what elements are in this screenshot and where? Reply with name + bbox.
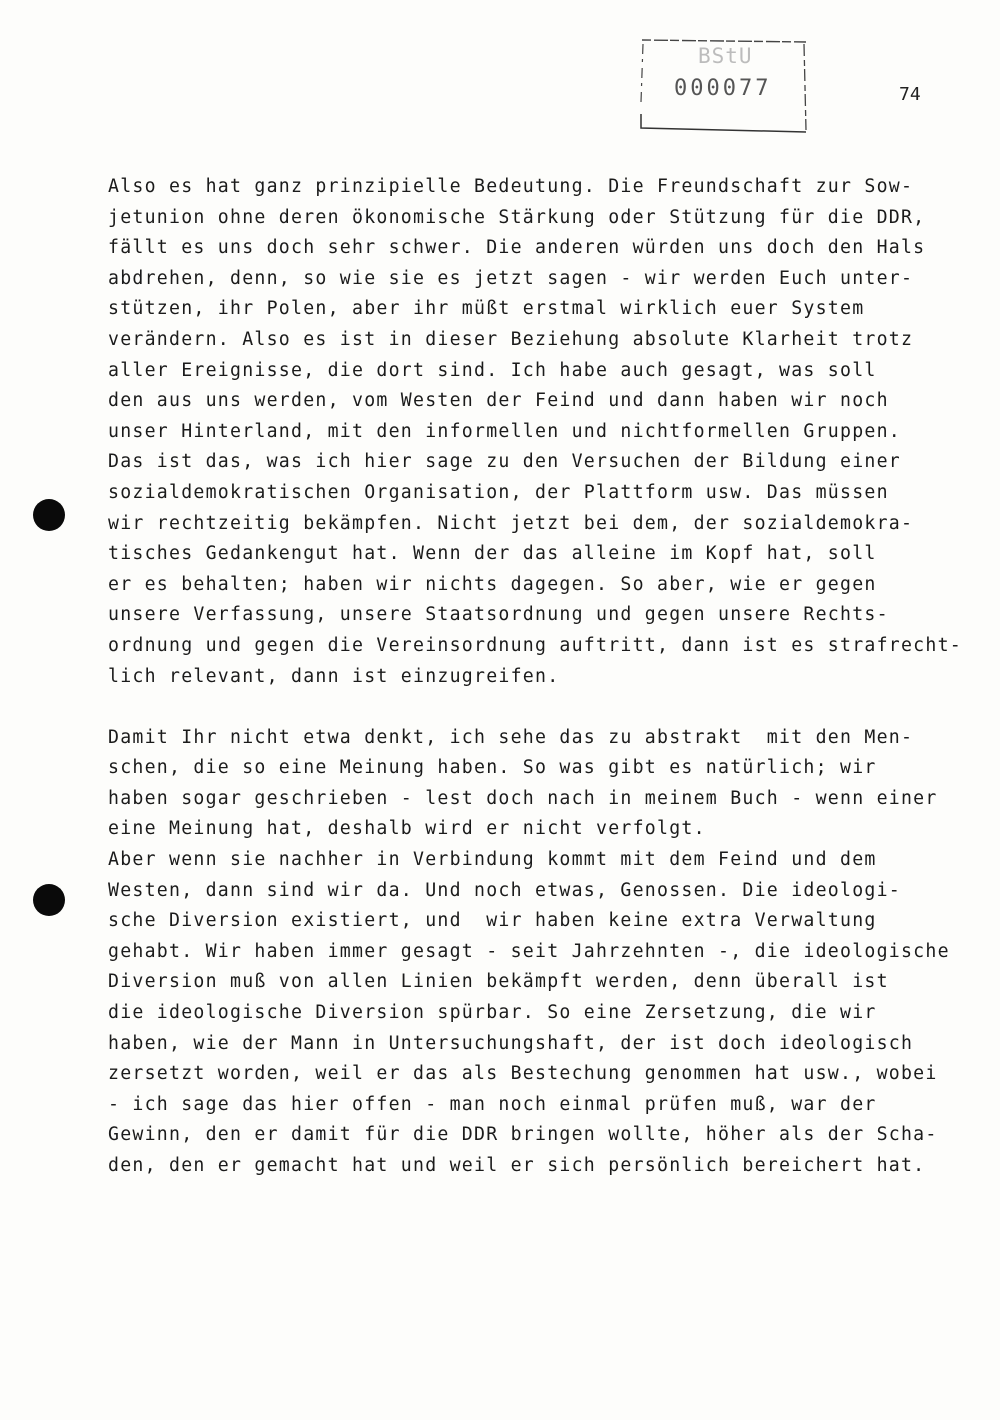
text-line: verändern. Also es ist in dieser Beziehung absolute Klarheit trotz — [108, 328, 914, 350]
text-line: sozialdemokratischen Organisation, der Plattform usw. Das müssen — [108, 481, 889, 503]
text-line: ordnung und gegen die Vereinsordnung auftritt, dann ist es strafrecht- — [108, 634, 962, 656]
paragraph-spacer — [108, 692, 978, 723]
text-line: jetunion ohne deren ökonomische Stärkung oder Stützung für die DDR, — [108, 206, 926, 228]
text-line: den aus uns werden, vom Westen der Feind und dann haben wir noch — [108, 390, 889, 412]
stamp-agency: BStU — [698, 44, 753, 68]
text-line: Gewinn, den er damit für die DDR bringen wollte, höher als der Scha- — [108, 1124, 938, 1146]
paragraph-2 — [108, 723, 978, 1182]
text-line: - ich sage das hier offen - man noch einmal prüfen muß, war der — [108, 1093, 877, 1115]
text-line: Diversion muß von allen Linien bekämpft werden, denn überall ist — [108, 971, 889, 993]
text-line: abdrehen, denn, so wie sie es jetzt sagen - wir werden Euch unter- — [108, 267, 914, 289]
text-line: unsere Verfassung, unsere Staatsordnung und gegen unsere Rechts- — [108, 604, 889, 626]
text-line: Westen, dann sind wir da. Und noch etwas, Genossen. Die ideologi- — [108, 879, 901, 901]
paragraph-1 — [108, 172, 978, 692]
document-body — [108, 172, 978, 1182]
text-line: haben sogar geschrieben - lest doch nach in meinem Buch - wenn einer — [108, 787, 938, 809]
punch-hole — [33, 499, 65, 531]
text-line: er es behalten; haben wir nichts dagegen. So aber, wie er gegen — [108, 573, 877, 595]
text-line: die ideologische Diversion spürbar. So eine Zersetzung, die wir — [108, 1002, 877, 1024]
text-line: fällt es uns doch sehr schwer. Die anderen würden uns doch den Hals — [108, 237, 926, 259]
text-line: sche Diversion existiert, und wir haben keine extra Verwaltung — [108, 910, 877, 932]
archive-stamp — [640, 34, 808, 134]
text-line: eine Meinung hat, deshalb wird er nicht verfolgt. — [108, 818, 706, 840]
text-line: gehabt. Wir haben immer gesagt - seit Jahrzehnten -, die ideologische — [108, 940, 950, 962]
text-line: Aber wenn sie nachher in Verbindung kommt mit dem Feind und dem — [108, 849, 877, 871]
text-line: wir rechtzeitig bekämpfen. Nicht jetzt bei dem, der sozialdemokra- — [108, 512, 914, 534]
text-line: tisches Gedankengut hat. Wenn der das alleine im Kopf hat, soll — [108, 543, 877, 565]
stamp-number: 000077 — [674, 76, 772, 101]
text-line: lich relevant, dann ist einzugreifen. — [108, 665, 560, 687]
text-line: Damit Ihr nicht etwa denkt, ich sehe das zu abstrakt mit den Men- — [108, 726, 914, 748]
text-line: unser Hinterland, mit den informellen und nichtformellen Gruppen. — [108, 420, 901, 442]
text-line: stützen, ihr Polen, aber ihr müßt erstmal wirklich euer System — [108, 298, 865, 320]
text-line: Also es hat ganz prinzipielle Bedeutung. Die Freundschaft zur Sow- — [108, 176, 914, 197]
text-line: Das ist das, was ich hier sage zu den Versuchen der Bildung einer — [108, 451, 901, 473]
page-number: 74 — [899, 84, 921, 105]
punch-hole — [33, 884, 65, 916]
text-line: den, den er gemacht hat und weil er sich persönlich bereichert hat. — [108, 1155, 926, 1176]
text-line: schen, die so eine Meinung haben. So was gibt es natürlich; wir — [108, 757, 877, 779]
text-line: zersetzt worden, weil er das als Bestechung genommen hat usw., wobei — [108, 1063, 938, 1085]
text-line: aller Ereignisse, die dort sind. Ich habe auch gesagt, was soll — [108, 359, 877, 381]
text-line: haben, wie der Mann in Untersuchungshaft, der ist doch ideologisch — [108, 1032, 914, 1054]
